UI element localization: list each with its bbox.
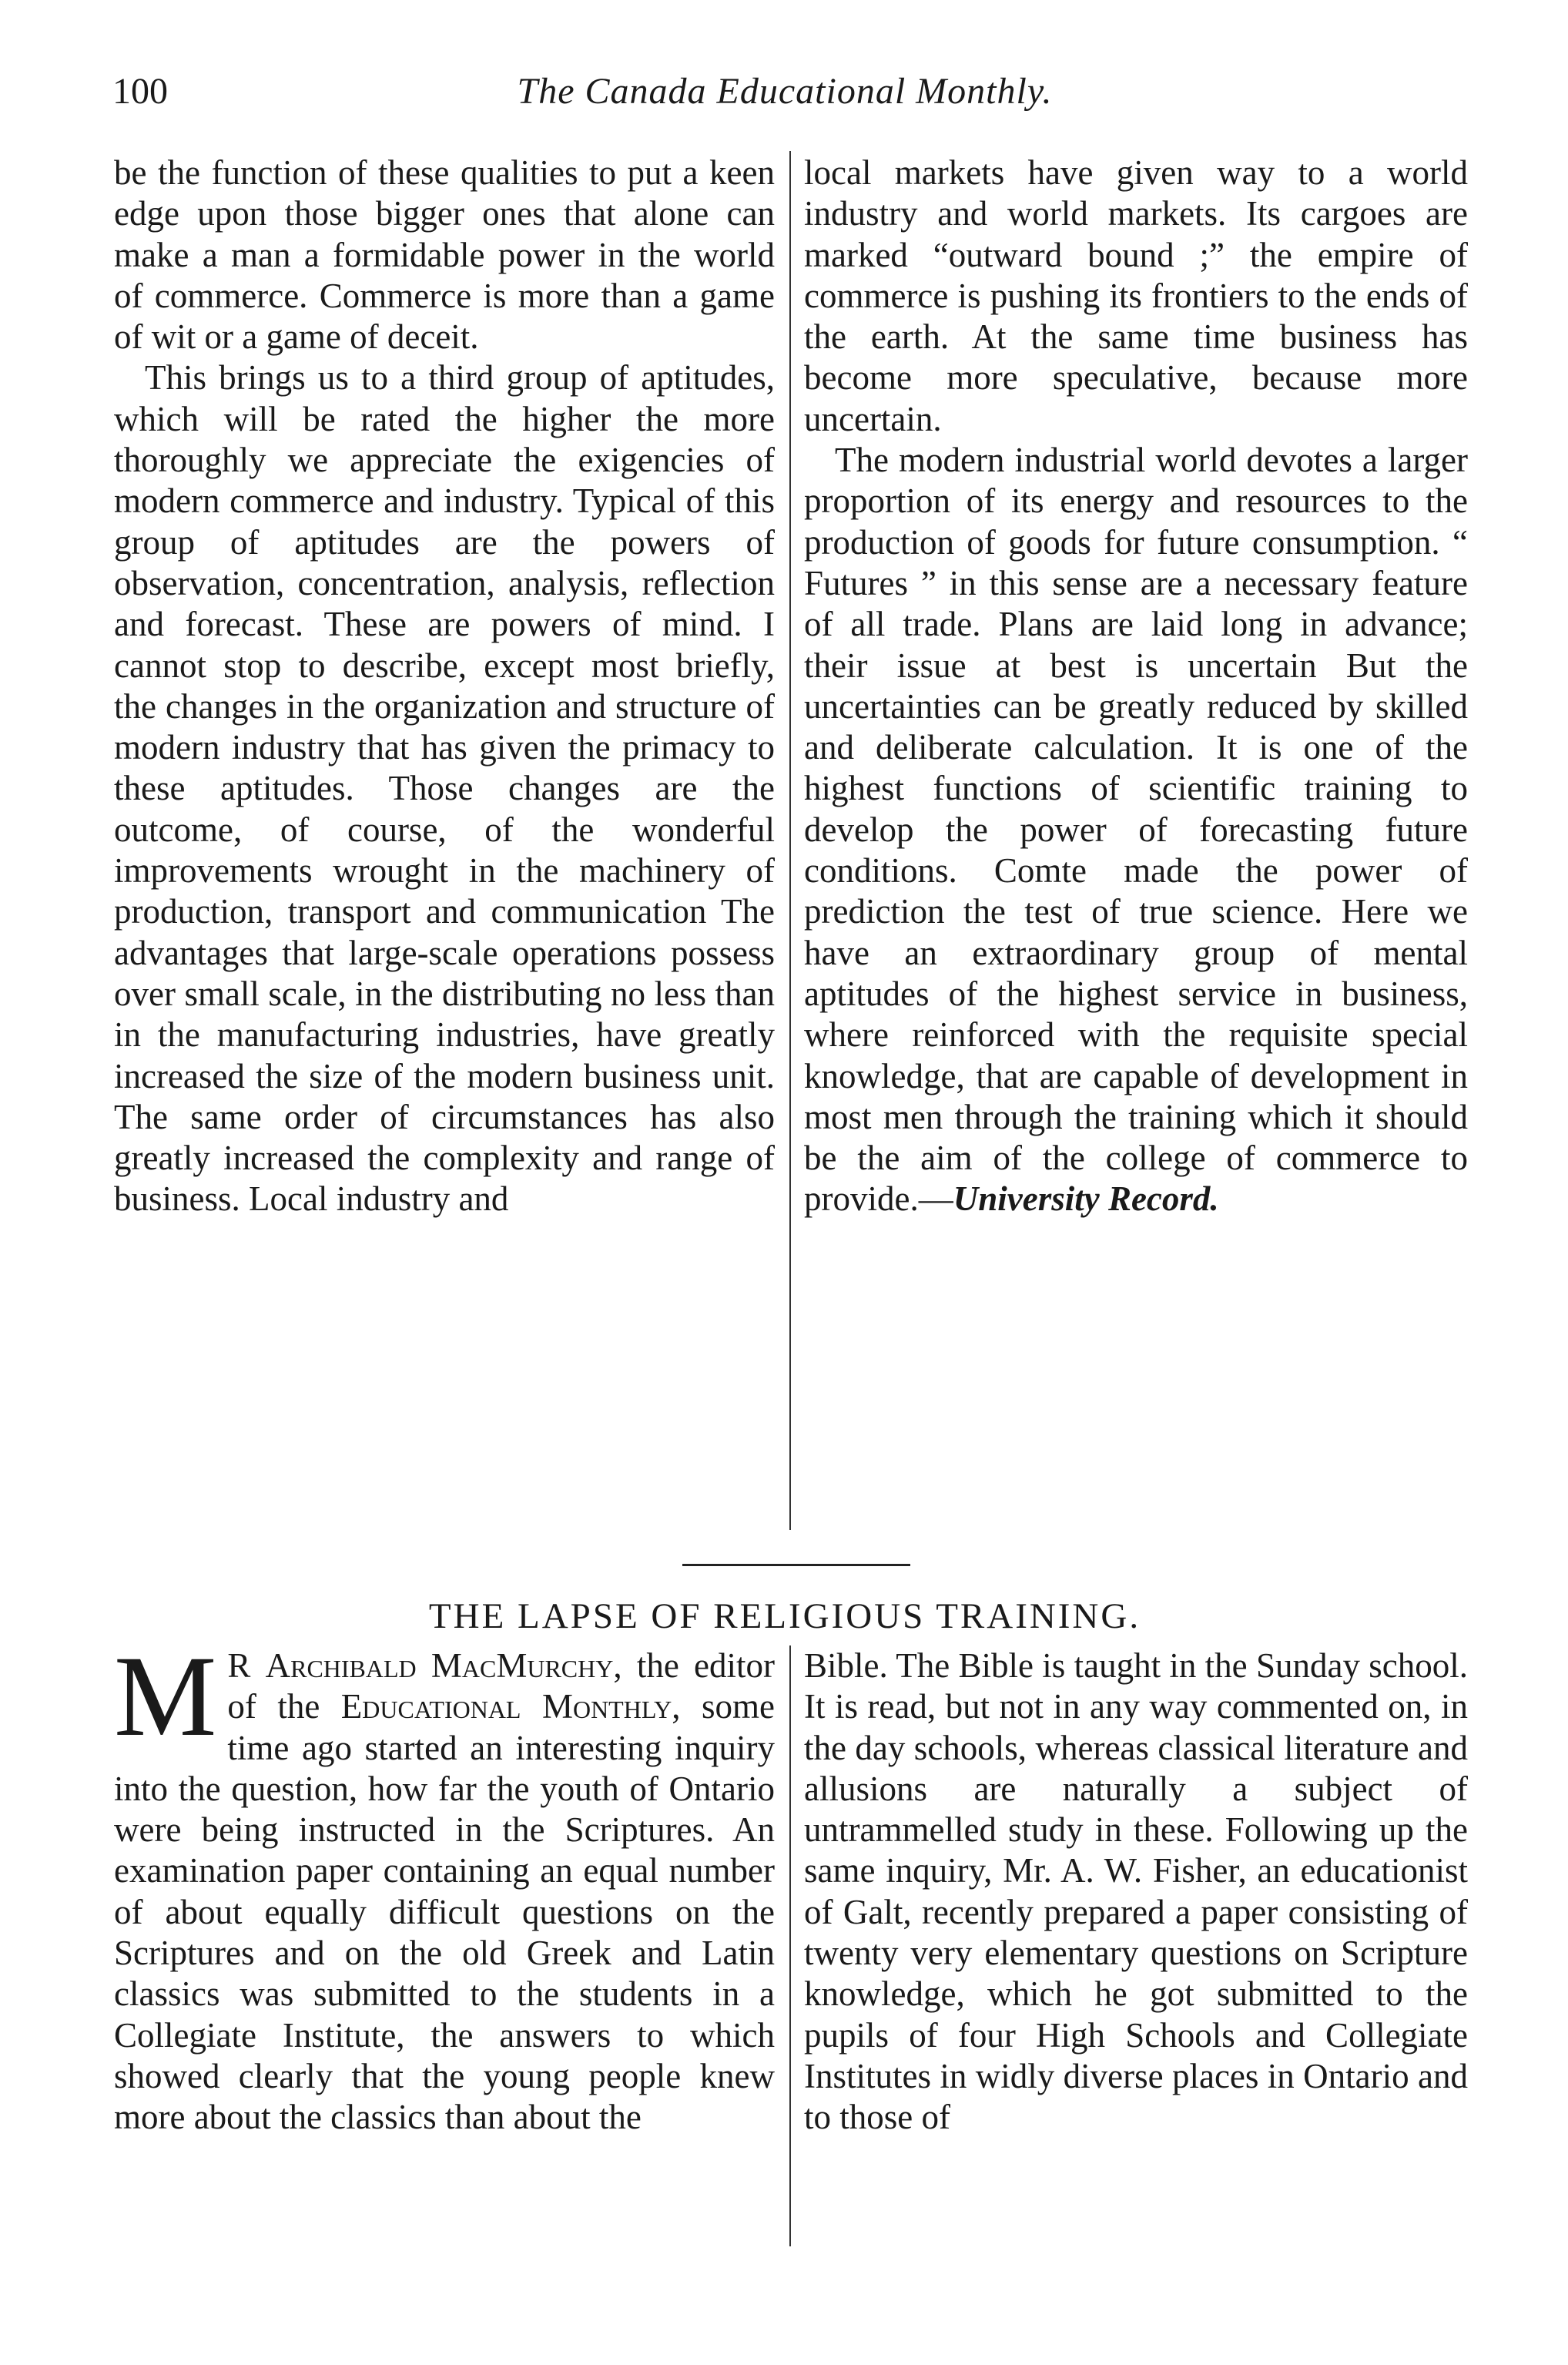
article1-source-signature: University Record. — [953, 1179, 1219, 1219]
column-divider-bottom — [789, 1645, 791, 2246]
drop-cap: M — [114, 1632, 217, 1760]
article2-editor-name: Archibald MacMurchy — [265, 1646, 614, 1685]
section-divider — [682, 1564, 910, 1566]
article1-paragraph-4 — [804, 440, 1468, 1220]
article1-left-column — [114, 153, 775, 1220]
article2-heading: THE LAPSE OF RELIGIOUS TRAINING. — [428, 1596, 1141, 1636]
column-divider-top — [789, 151, 791, 1530]
article2-paragraph-2: Bible. The Bible is taught in the Sunday school. It is read, but not in any way commented on, in the day schools, whereas classical literature and allusions are naturally a subject of untrammelled study in these. Following up the same inquiry, Mr. A. W. Fisher, an educationist of Galt, recently prepared a paper consisting of twenty very elementary questions on Scripture knowledge, which he got submitted to the pupils of four High Schools and Collegiate Institutes in widly diverse places in Ontario and to those of — [804, 1646, 1468, 2137]
running-head — [112, 65, 1457, 119]
article1-paragraph-2: This brings us to a third group of aptitudes, which will be rated the higher the more thoroughly we appreciate the exigencies of modern commerce and industry. Typical of this group of aptitudes are the powers of observation, concentration, analysis, reflection and forecast. These are powers of mind. I cannot stop to describe, except most briefly, the changes in the organization and structure of modern industry that has given the primacy to these aptitudes. Those changes are the outcome, of course, of the wonderful improvements wrought in the machinery of production, transport and communication The advantages that large-scale operations possess over small scale, in the distributing no less than in the manufacturing industries, have greatly increased the size of the modern business unit. The same order of circumstances has also greatly increased the complexity and range of business. Local industry and — [114, 358, 775, 1219]
journal-title: The Canada Educational Monthly. — [517, 71, 1053, 112]
article2-paragraph-1 — [114, 1632, 775, 2139]
article2-journal-name: Educational Monthly — [340, 1687, 672, 1726]
article2-left-column — [114, 1632, 775, 2139]
article2-lead-r: R — [227, 1646, 266, 1685]
page-number: 100 — [112, 71, 168, 112]
article1-right-column — [804, 153, 1468, 1220]
article1-paragraph-1: be the function of these qualities to put a keen edge upon those bigger ones that alone can make a man a formidable power in the world of commerce. Commerce is more than a game of wit or a game of deceit. — [114, 153, 775, 357]
article2-text-1: , the editor of the — [227, 1646, 775, 1726]
article1-paragraph-3: local markets have given way to a world industry and world markets. Its cargoes are marked “outward bound ;” the empire of commerce is pushing its frontiers to the ends of the earth. At the same time business has become more speculative, because more uncertain. — [804, 153, 1468, 438]
article2-right-column — [804, 1645, 1468, 2139]
article1-paragraph-4-text: The modern industrial world devotes a larger proportion of its energy and resources to the production of goods for future consumption. “ Futures ” in this sense are a necessary feature of all trade. Plans are laid long in advance; their issue at best is uncertain But the uncertainties can be greatly reduced by skilled and deliberate calculation. It is one of the highest functions of scientific training to develop the power of forecasting future conditions. Comte made the power of prediction the test of true science. Here we have an extraordinary group of mental aptitudes of the highest service in business, where reinforced with the requisite special knowledge, that are capable of development in most men through the training which it should be the aim of the college of commerce to provide.— — [804, 441, 1468, 1219]
article2-text-2: , some time ago started an interesting inquiry into the question, how far the youth of Ontario were being instructed in the Scriptures. An examination paper containing an equal number of about equally difficult questions on the Scriptures and on the old Greek and Latin classics was submitted to the students in a Collegiate Institute, the answers to which showed clearly that the young people knew more about the classics than about the — [114, 1687, 775, 2137]
